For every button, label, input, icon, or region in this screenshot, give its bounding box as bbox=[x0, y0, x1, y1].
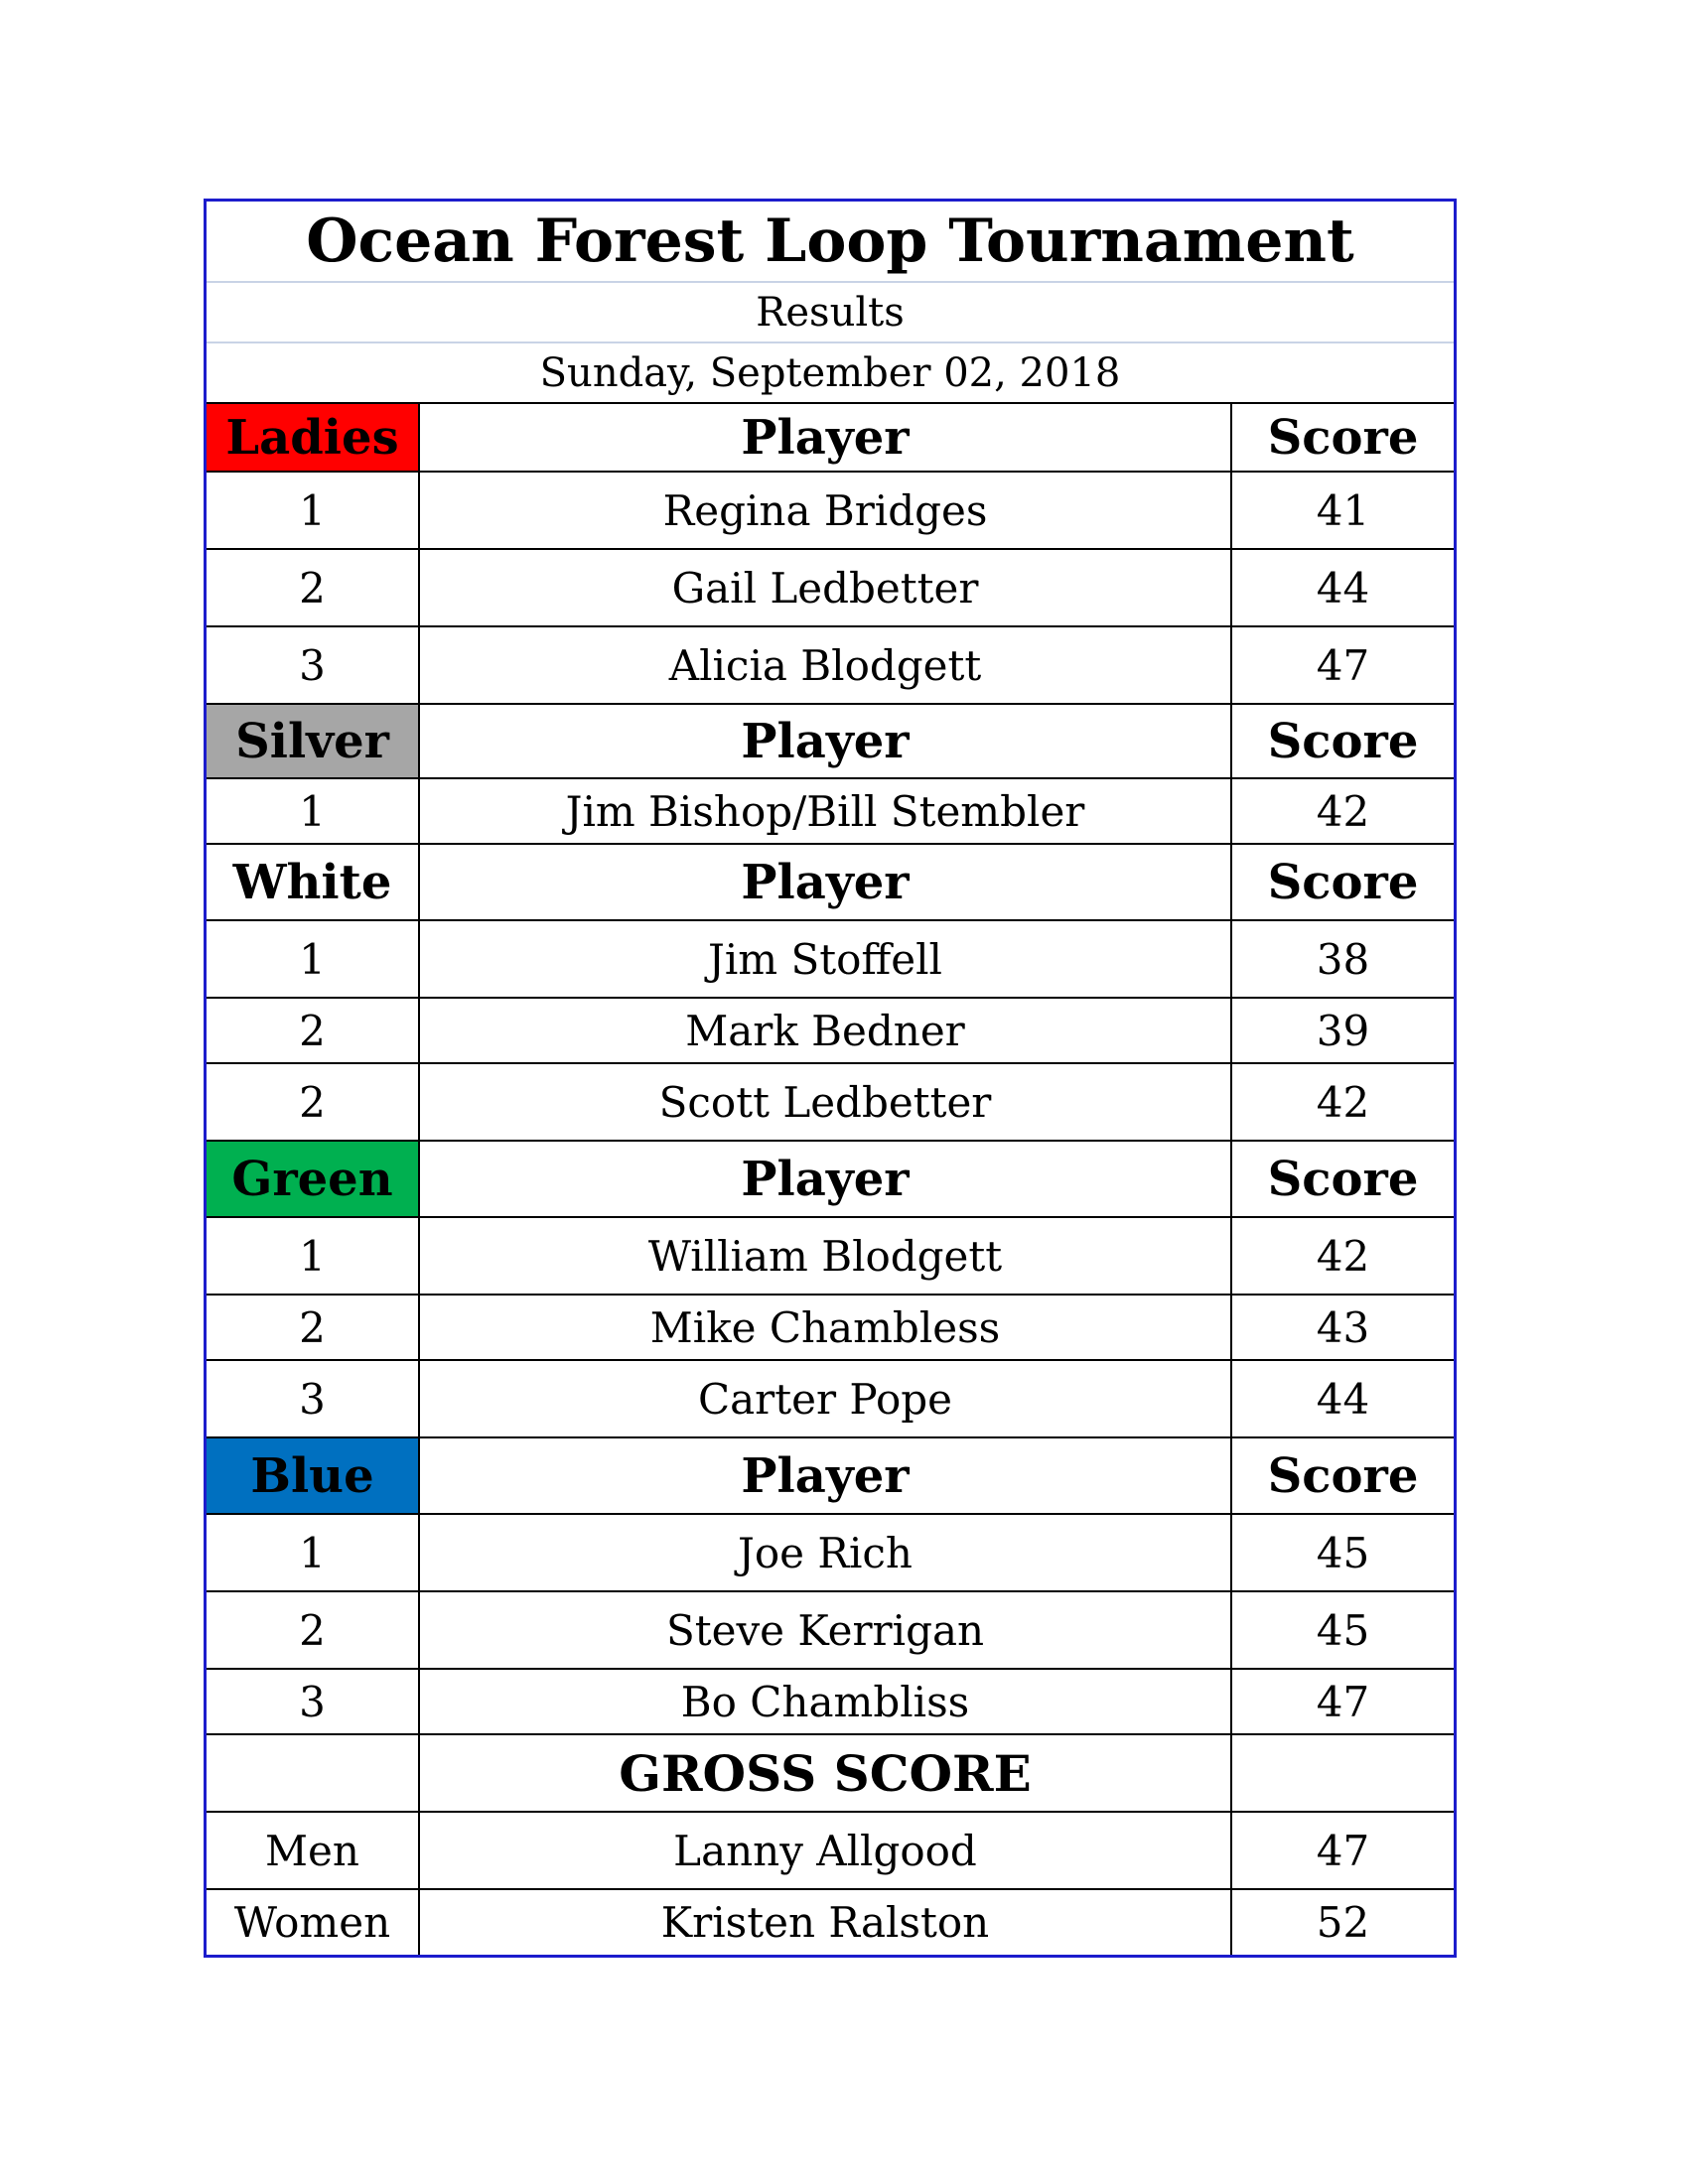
player-cell: Mark Bedner bbox=[419, 998, 1231, 1063]
score-cell: 44 bbox=[1231, 549, 1454, 626]
player-cell: Mike Chambless bbox=[419, 1295, 1231, 1360]
table-row bbox=[207, 920, 1454, 998]
page-title: Ocean Forest Loop Tournament bbox=[207, 202, 1454, 283]
score-cell: 45 bbox=[1231, 1591, 1454, 1669]
category-label: Ladies bbox=[207, 404, 419, 472]
section-header-row bbox=[207, 404, 1454, 472]
score-cell: 39 bbox=[1231, 998, 1454, 1063]
category-label: Green bbox=[207, 1141, 419, 1217]
rank-cell: 1 bbox=[207, 1217, 419, 1295]
table-row bbox=[207, 1360, 1454, 1437]
results-table bbox=[207, 404, 1454, 1955]
gross-score-row bbox=[207, 1889, 1454, 1955]
score-cell: 41 bbox=[1231, 472, 1454, 549]
player-cell: Steve Kerrigan bbox=[419, 1591, 1231, 1669]
score-cell: 42 bbox=[1231, 1063, 1454, 1141]
player-column-header: Player bbox=[419, 704, 1231, 778]
score-cell: 45 bbox=[1231, 1514, 1454, 1591]
table-row bbox=[207, 472, 1454, 549]
category-label: Blue bbox=[207, 1437, 419, 1514]
table-row bbox=[207, 626, 1454, 704]
score-column-header: Score bbox=[1231, 704, 1454, 778]
player-cell: Joe Rich bbox=[419, 1514, 1231, 1591]
player-cell: Carter Pope bbox=[419, 1360, 1231, 1437]
rank-cell: 3 bbox=[207, 626, 419, 704]
score-cell: 44 bbox=[1231, 1360, 1454, 1437]
score-cell: 38 bbox=[1231, 920, 1454, 998]
player-column-header: Player bbox=[419, 1141, 1231, 1217]
gender-cell: Women bbox=[207, 1889, 419, 1955]
page-subtitle: Results bbox=[207, 283, 1454, 343]
score-column-header: Score bbox=[1231, 844, 1454, 920]
rank-cell: 2 bbox=[207, 1063, 419, 1141]
score-cell: 47 bbox=[1231, 626, 1454, 704]
table-row bbox=[207, 1217, 1454, 1295]
score-cell: 42 bbox=[1231, 778, 1454, 844]
table-row bbox=[207, 1295, 1454, 1360]
score-column-header: Score bbox=[1231, 1141, 1454, 1217]
empty-cell bbox=[207, 1734, 419, 1812]
rank-cell: 2 bbox=[207, 1591, 419, 1669]
player-cell: Gail Ledbetter bbox=[419, 549, 1231, 626]
player-cell: Lanny Allgood bbox=[419, 1812, 1231, 1889]
rank-cell: 1 bbox=[207, 778, 419, 844]
rank-cell: 3 bbox=[207, 1360, 419, 1437]
score-cell: 42 bbox=[1231, 1217, 1454, 1295]
category-label: Silver bbox=[207, 704, 419, 778]
table-row bbox=[207, 998, 1454, 1063]
rank-cell: 3 bbox=[207, 1669, 419, 1734]
score-column-header: Score bbox=[1231, 404, 1454, 472]
score-column-header: Score bbox=[1231, 1437, 1454, 1514]
rank-cell: 1 bbox=[207, 472, 419, 549]
gross-score-header-row bbox=[207, 1734, 1454, 1812]
player-column-header: Player bbox=[419, 844, 1231, 920]
player-cell: Scott Ledbetter bbox=[419, 1063, 1231, 1141]
table-row bbox=[207, 1669, 1454, 1734]
player-cell: Regina Bridges bbox=[419, 472, 1231, 549]
table-row bbox=[207, 1063, 1454, 1141]
section-header-row bbox=[207, 1437, 1454, 1514]
player-cell: Kristen Ralston bbox=[419, 1889, 1231, 1955]
score-cell: 47 bbox=[1231, 1812, 1454, 1889]
score-cell: 47 bbox=[1231, 1669, 1454, 1734]
results-sheet bbox=[204, 199, 1457, 1958]
rank-cell: 2 bbox=[207, 549, 419, 626]
gross-score-title: GROSS SCORE bbox=[419, 1734, 1231, 1812]
score-cell: 43 bbox=[1231, 1295, 1454, 1360]
rank-cell: 1 bbox=[207, 1514, 419, 1591]
section-header-row bbox=[207, 1141, 1454, 1217]
event-date: Sunday, September 02, 2018 bbox=[207, 343, 1454, 404]
player-column-header: Player bbox=[419, 1437, 1231, 1514]
empty-cell bbox=[1231, 1734, 1454, 1812]
rank-cell: 1 bbox=[207, 920, 419, 998]
category-label: White bbox=[207, 844, 419, 920]
section-header-row bbox=[207, 844, 1454, 920]
rank-cell: 2 bbox=[207, 1295, 419, 1360]
section-header-row bbox=[207, 704, 1454, 778]
player-cell: Jim Stoffell bbox=[419, 920, 1231, 998]
table-row bbox=[207, 1591, 1454, 1669]
player-cell: Bo Chambliss bbox=[419, 1669, 1231, 1734]
player-column-header: Player bbox=[419, 404, 1231, 472]
gender-cell: Men bbox=[207, 1812, 419, 1889]
table-row bbox=[207, 778, 1454, 844]
player-cell: William Blodgett bbox=[419, 1217, 1231, 1295]
score-cell: 52 bbox=[1231, 1889, 1454, 1955]
table-row bbox=[207, 1514, 1454, 1591]
gross-score-row bbox=[207, 1812, 1454, 1889]
rank-cell: 2 bbox=[207, 998, 419, 1063]
table-row bbox=[207, 549, 1454, 626]
player-cell: Alicia Blodgett bbox=[419, 626, 1231, 704]
player-cell: Jim Bishop/Bill Stembler bbox=[419, 778, 1231, 844]
